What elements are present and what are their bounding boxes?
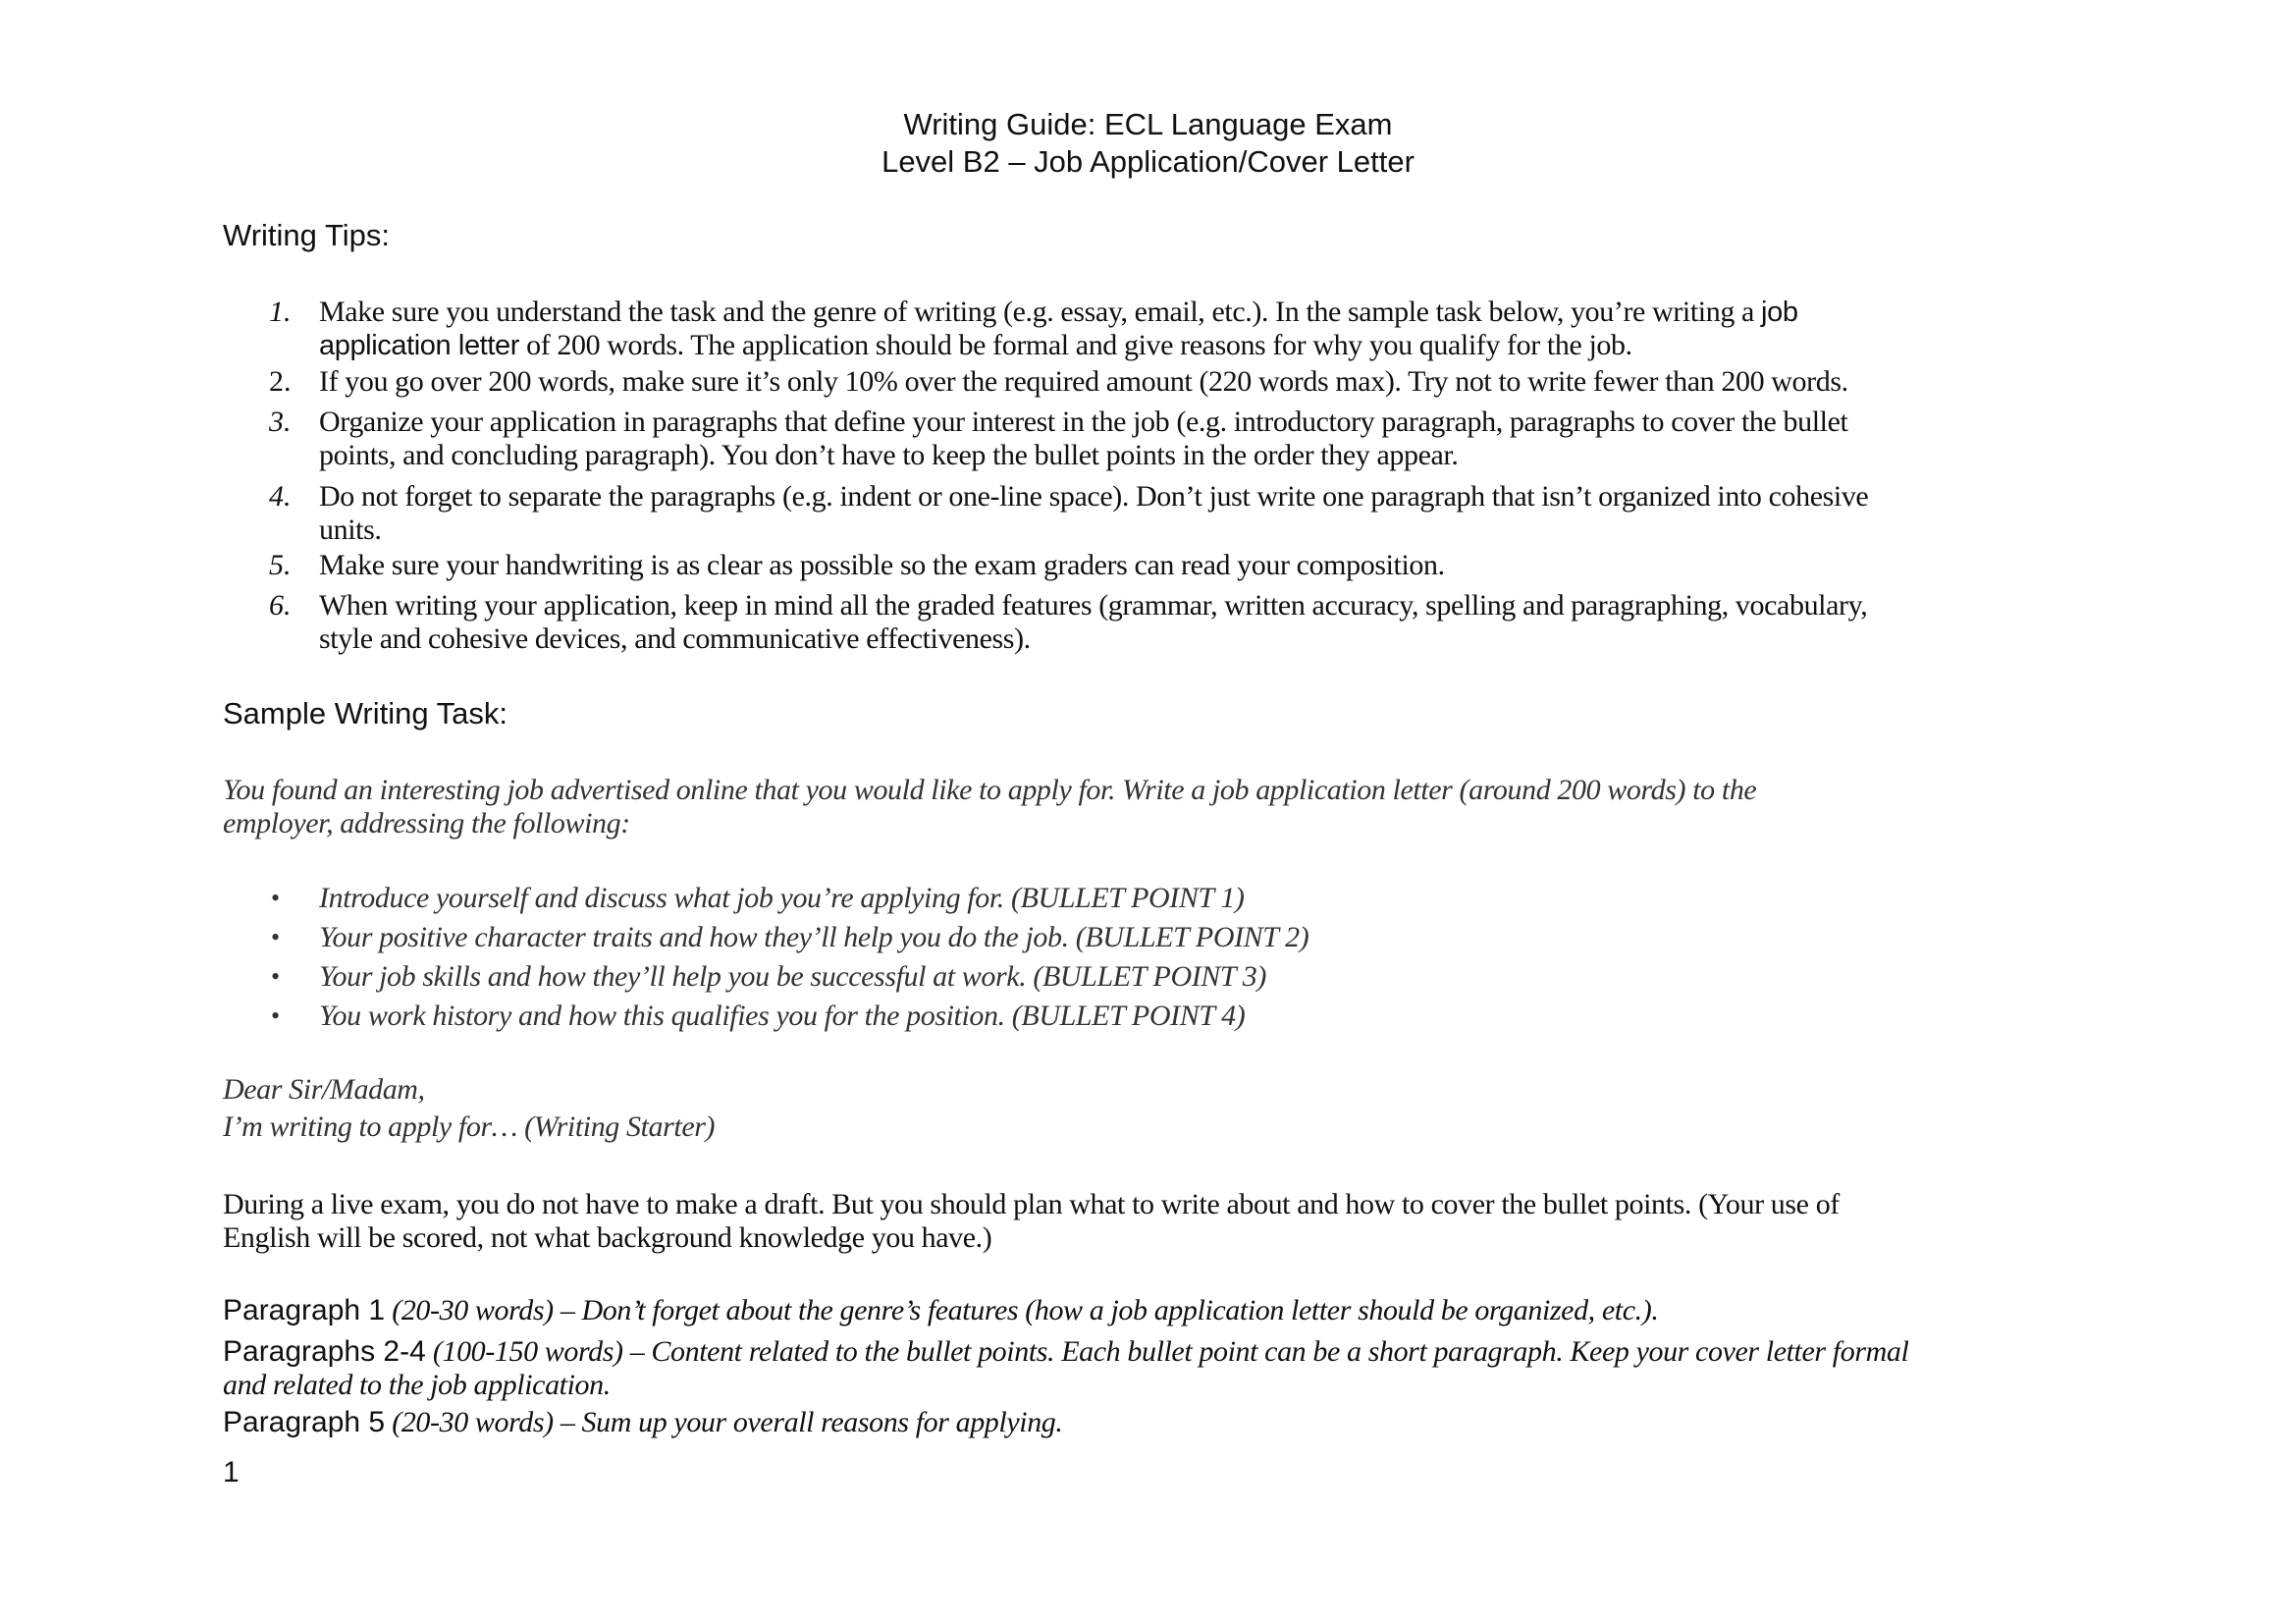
bullet-text: Introduce yourself and discuss what job you’re applying for. (BULLET POINT 1) bbox=[319, 882, 1245, 914]
structure-label: Paragraph 5 bbox=[223, 1406, 386, 1438]
tip-text-continued: application letter of 200 words. The application should be formal and give reasons for why you qualify for the job. bbox=[319, 329, 1632, 361]
exam-advice-continued: English will be scored, not what background knowledge you have.) bbox=[223, 1221, 992, 1254]
tip-number: 3. bbox=[269, 406, 292, 438]
tip-emphasis: job bbox=[1761, 297, 1798, 328]
bullet-text: Your job skills and how they’ll help you be successful at work. (BULLET POINT 3) bbox=[319, 960, 1266, 993]
structure-label: Paragraphs 2-4 bbox=[223, 1335, 426, 1368]
sample-task-heading: Sample Writing Task: bbox=[223, 696, 508, 730]
structure-label: Paragraph 1 bbox=[223, 1294, 386, 1326]
document-title: Writing Guide: ECL Language Exam bbox=[903, 107, 1393, 141]
structure-description-continued: and related to the job application. bbox=[223, 1369, 611, 1401]
exam-advice: During a live exam, you do not have to make a draft. But you should plan what to write about and how to cover the bullet points. (Your use of bbox=[223, 1188, 1840, 1220]
page-number: 1 bbox=[223, 1456, 240, 1488]
document-subtitle: Level B2 – Job Application/Cover Letter bbox=[881, 144, 1415, 179]
tip-text: Make sure your handwriting is as clear as possible so the exam graders can read your composition. bbox=[319, 549, 1445, 581]
tip-text: Do not forget to separate the paragraphs (e.g. indent or one-line space). Don’t just write one paragraph that isn’t organized into cohesive bbox=[319, 480, 1869, 513]
tip-text-continued: style and cohesive devices, and communicative effectiveness). bbox=[319, 622, 1031, 655]
bullet-icon: • bbox=[271, 884, 281, 912]
structure-paragraph-5 bbox=[223, 1408, 1063, 1437]
letter-salutation: Dear Sir/Madam, bbox=[223, 1073, 425, 1106]
tip-emphasis: application letter bbox=[319, 330, 519, 361]
tip-text: If you go over 200 words, make sure it’s only 10% over the required amount (220 words max). Try not to write fewer than 200 words. bbox=[319, 365, 1848, 398]
tip-text: Organize your application in paragraphs that define your interest in the job (e.g. introductory paragraph, paragraphs to cover the bullet bbox=[319, 406, 1848, 438]
bullet-text: You work history and how this qualifies you for the position. (BULLET POINT 4) bbox=[319, 1000, 1246, 1032]
structure-paragraph-1 bbox=[223, 1296, 1658, 1325]
structure-description: – Content related to the bullet points. Each bullet point can be a short paragraph. Keep your cover letter formal bbox=[629, 1335, 1909, 1368]
structure-paragraphs-2-4 bbox=[223, 1337, 1908, 1367]
writing-starter: I’m writing to apply for… (Writing Starter) bbox=[223, 1110, 716, 1143]
structure-description: – Sum up your overall reasons for applying. bbox=[560, 1406, 1063, 1438]
tip-number: 4. bbox=[269, 480, 292, 513]
tip-number: 2. bbox=[269, 365, 292, 398]
structure-word-count: (100-150 words) bbox=[425, 1335, 630, 1368]
tip-number: 1. bbox=[269, 296, 292, 328]
tip-text: When writing your application, keep in mind all the graded features (grammar, written accuracy, spelling and paragraphing, vocabulary, bbox=[319, 589, 1868, 622]
tip-text: Make sure you understand the task and the genre of writing (e.g. essay, email, etc.). In the sample task below, you’re writing a job bbox=[319, 296, 1798, 328]
bullet-icon: • bbox=[271, 962, 281, 991]
bullet-icon: • bbox=[271, 1001, 281, 1030]
tip-text-continued: units. bbox=[319, 514, 382, 546]
tip-number: 5. bbox=[269, 549, 292, 581]
task-prompt-continued: employer, addressing the following: bbox=[223, 807, 630, 839]
tip-text-continued: points, and concluding paragraph). You don’t have to keep the bullet points in the order they appear. bbox=[319, 439, 1459, 471]
task-prompt: You found an interesting job advertised online that you would like to apply for. Write a job application letter (around 200 words) to the bbox=[223, 774, 1757, 806]
structure-word-count: (20-30 words) bbox=[385, 1294, 561, 1326]
bullet-icon: • bbox=[271, 923, 281, 951]
bullet-text: Your positive character traits and how they’ll help you do the job. (BULLET POINT 2) bbox=[319, 921, 1309, 953]
structure-description: – Don’t forget about the genre’s features (how a job application letter should be organized, etc.). bbox=[560, 1294, 1659, 1326]
writing-tips-heading: Writing Tips: bbox=[223, 218, 390, 252]
structure-word-count: (20-30 words) bbox=[385, 1406, 561, 1438]
tip-number: 6. bbox=[269, 589, 292, 622]
